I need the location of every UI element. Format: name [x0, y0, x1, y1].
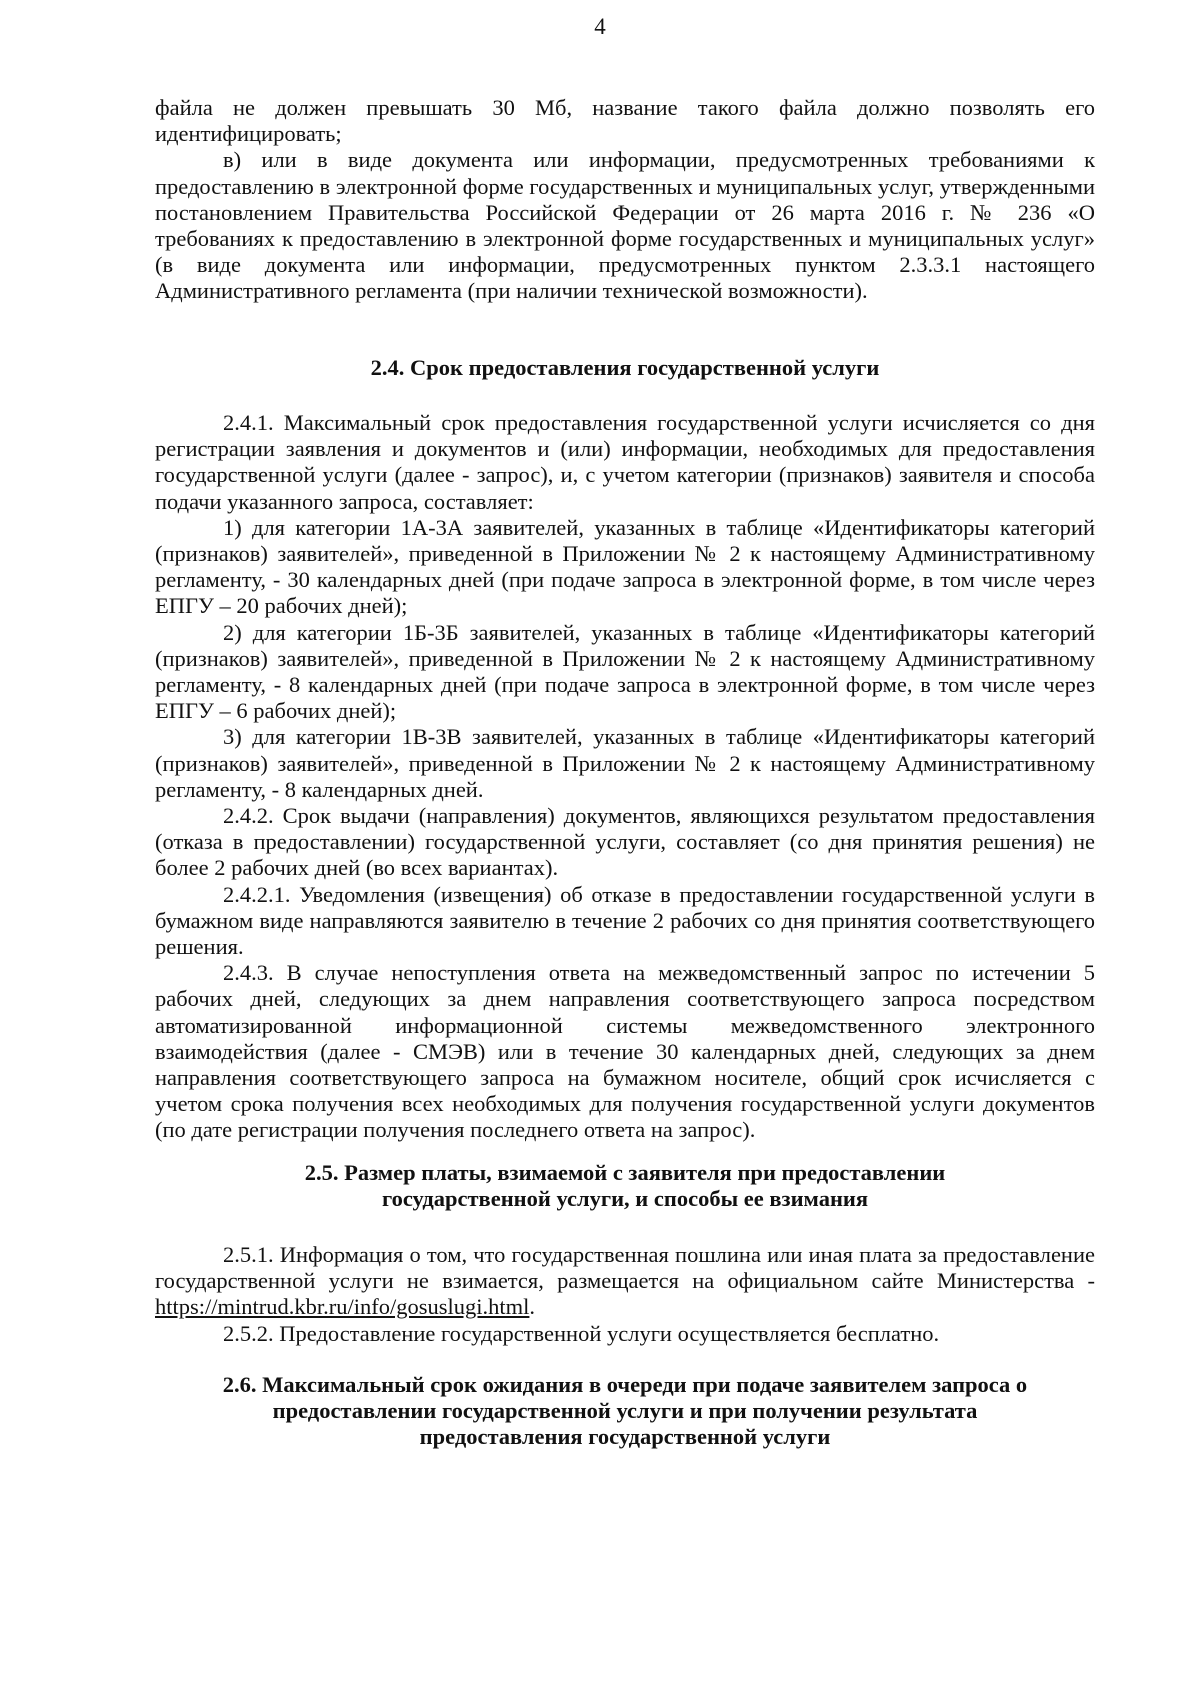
heading-line: предоставлении государственной услуги и при получении результата: [272, 1398, 978, 1424]
page-number: 4: [594, 14, 606, 39]
paragraph: 2.5.2. Предоставление государственной услуги осуществляется бесплатно.: [223, 1320, 940, 1346]
ministry-website-link[interactable]: https://mintrud.kbr.ru/info/gosuslugi.html: [155, 1294, 530, 1320]
heading-line: предоставления государственной услуги: [419, 1424, 831, 1450]
paragraph: 2.4.2. Срок выдачи (направления) документов, являющихся результатом предоставления (отказа в предоставлении) государственной услуги, составляет (со дня принятия решения) не более 2 рабочих дней (во всех вариантах).: [155, 803, 1095, 881]
heading-line: 2.5. Размер платы, взимаемой с заявителя при предоставлении: [304, 1160, 946, 1185]
heading-line: 2.6. Максимальный срок ожидания в очереди при подаче заявителем запроса о: [222, 1372, 1028, 1397]
paragraph-text: 2.5.1. Информация о том, что государственная пошлина или иная плата за предоставление государственной услуги не взимается, размещается на официальном сайте Министерства -: [155, 1242, 1095, 1294]
paragraph: в) или в виде документа или информации, предусмотренных требованиями к предоставлению в электронной форме государственных и муниципальных услуг, утвержденными постановлением Правительства Российской Федерации от 26 марта 2016 г. № 236 «О требованиях к предоставлению в электронной форме государственных и муниципальных услуг» (в виде документа или информации, предусмотренных пунктом 2.3.3.1 настоящего Административного регламента (при наличии технической возможности).: [155, 147, 1095, 304]
section-heading-2-4: 2.4. Срок предоставления государственной услуги: [370, 355, 880, 380]
section-2-5-body: [155, 1242, 1095, 1347]
section-heading-2-5: [155, 1160, 1095, 1212]
paragraph-end: .: [529, 1294, 536, 1320]
paragraph: 2.4.2.1. Уведомления (извещения) об отказе в предоставлении государственной услуги в бумажном виде направляются заявителю в течение 2 рабочих со дня принятия соответствующего решения.: [155, 881, 1095, 960]
paragraph: 2.4.1. Максимальный срок предоставления государственной услуги исчисляется со дня регистрации заявления и документов и (или) информации, необходимых для предоставления государственной услуги (далее - запрос), и, с учетом категории (признаков) заявителя и способа подачи указанного запроса, составляет:: [155, 410, 1095, 514]
continuation-block: [155, 95, 1095, 305]
list-item: 1) для категории 1А-3А заявителей, указанных в таблице «Идентификаторы категорий (признаков) заявителей», приведенной в Приложении № 2 к настоящему Административному регламенту, - 30 календарных дней (при подаче запроса в электронной форме, в том числе через ЕПГУ – 20 рабочих дней);: [155, 514, 1095, 619]
paragraph: файла не должен превышать 30 Мб, название такого файла должно позволять его идентифицировать;: [155, 95, 1095, 147]
section-2-4-body: [155, 410, 1095, 1144]
section-heading-2-6: [155, 1372, 1095, 1451]
list-item: 2) для категории 1Б-3Б заявителей, указанных в таблице «Идентификаторы категорий (признаков) заявителей», приведенной в Приложении № 2 к настоящему Административному регламенту, - 8 календарных дней (при подаче запроса в электронной форме, в том числе через ЕПГУ – 6 рабочих дней);: [155, 619, 1095, 724]
paragraph: [155, 1242, 1095, 1321]
paragraph: 2.4.3. В случае непоступления ответа на межведомственный запрос по истечении 5 рабочих дней, следующих за днем направления соответствующего запроса посредством автоматизированной информационной системы межведомственного электронного взаимодействия (далее - СМЭВ) или в течение 30 календарных дней, следующих за днем направления соответствующего запроса на бумажном носителе, общий срок исчисляется с учетом срока получения всех необходимых для получения государственной услуги документов (по дате регистрации получения последнего ответа на запрос).: [155, 960, 1095, 1143]
list-item: 3) для категории 1В-3В заявителей, указанных в таблице «Идентификаторы категорий (признаков) заявителей», приведенной в Приложении № 2 к настоящему Административному регламенту, - 8 календарных дней.: [155, 724, 1095, 802]
heading-line: государственной услуги, и способы ее взимания: [381, 1186, 869, 1212]
